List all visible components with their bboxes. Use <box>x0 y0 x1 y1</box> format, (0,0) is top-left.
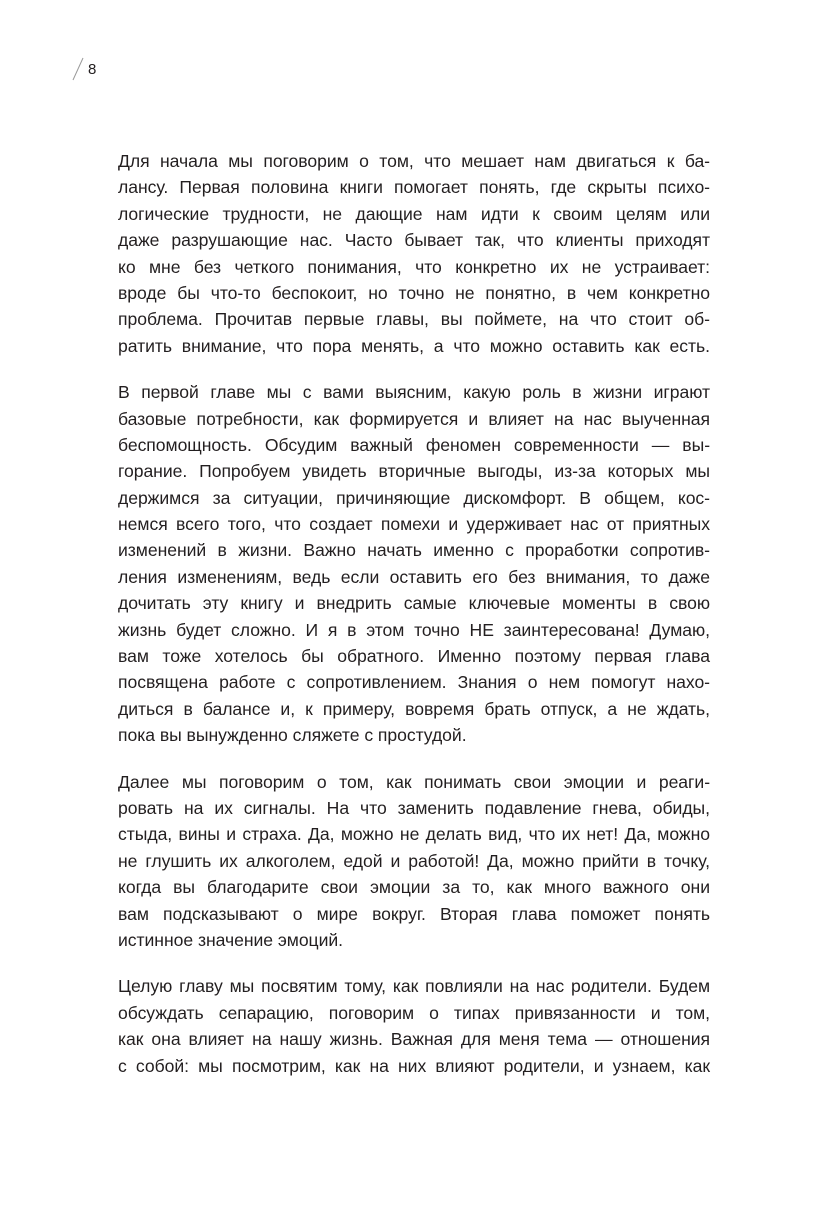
text-line: логические трудности, не дающие нам идти к своим целям или <box>118 203 710 224</box>
text-line: жизнь будет сложно. И я в этом точно НЕ заинтересована! Думаю, <box>118 619 710 640</box>
text-line: лансу. Первая половина книги помогает понять, где скрыты психо- <box>118 177 710 198</box>
text-line: держимся за ситуации, причиняющие дискомфорт. В общем, кос- <box>118 487 710 508</box>
text-line: базовые потребности, как формируется и влияет на нас выученная <box>118 408 710 429</box>
text-line: обсуждать сепарацию, поговорим о типах привязанности и том, <box>118 1002 710 1023</box>
paragraph-4 <box>118 973 710 1079</box>
page-header <box>68 54 96 84</box>
paragraph-2 <box>118 379 710 748</box>
text-line: стыда, вины и страха. Да, можно не делать вид, что их нет! Да, можно <box>118 824 710 845</box>
text-line: вам подсказывают о мире вокруг. Вторая глава поможет понять <box>118 903 710 924</box>
text-line: ления изменениям, ведь если оставить его без внимания, то даже <box>118 566 710 587</box>
text-line: В первой главе мы с вами выясним, какую роль в жизни играют <box>118 382 710 403</box>
text-line: даже разрушающие нас. Часто бывает так, что клиенты приходят <box>118 230 710 251</box>
slash-decoration-icon <box>68 56 88 82</box>
text-line: изменений в жизни. Важно начать именно с проработки сопротив- <box>118 540 710 561</box>
text-line: вроде бы что-то беспокоит, но точно не понятно, в чем конкретно <box>118 282 710 303</box>
text-line: Для начала мы поговорим о том, что мешает нам двигаться к ба- <box>118 151 710 171</box>
text-line: с собой: мы посмотрим, как на них влияют родители, и узнаем, как <box>118 1055 710 1076</box>
text-line: не глушить их алкоголем, едой и работой! Да, можно прийти в точку, <box>118 850 710 871</box>
text-line: дочитать эту книгу и внедрить самые ключевые моменты в свою <box>118 593 710 614</box>
text-line: Целую главу мы посвятим тому, как повлияли на нас родители. Будем <box>118 976 710 997</box>
body-text <box>118 148 710 1099</box>
text-line: Далее мы поговорим о том, как понимать свои эмоции и реаги- <box>118 771 710 792</box>
paragraph-1 <box>118 148 710 359</box>
text-line: вам тоже хотелось бы обратного. Именно поэтому первая глава <box>118 646 710 667</box>
text-line: истинное значение эмоций. <box>118 929 343 950</box>
paragraph-3 <box>118 769 710 954</box>
text-line: как она влияет на нашу жизнь. Важная для меня тема — отношения <box>118 1029 710 1050</box>
text-line: диться в балансе и, к примеру, вовремя брать отпуск, а не ждать, <box>118 698 710 719</box>
text-line: ровать на их сигналы. На что заменить подавление гнева, обиды, <box>118 797 710 818</box>
text-line: пока вы вынужденно сляжете с простудой. <box>118 725 467 746</box>
text-line: посвящена работе с сопротивлением. Знания о нем помогут нахо- <box>118 672 710 693</box>
text-line: когда вы благодарите свои эмоции за то, как много важного они <box>118 877 710 898</box>
text-line: проблема. Прочитав первые главы, вы поймете, на что стоит об- <box>118 309 710 330</box>
text-line: беспомощность. Обсудим важный феномен современности — вы- <box>118 434 710 455</box>
text-line: горание. Попробуем увидеть вторичные выгоды, из-за которых мы <box>118 461 710 482</box>
page-number: 8 <box>88 60 97 78</box>
text-line: немся всего того, что создает помехи и удерживает нас от приятных <box>118 514 710 535</box>
text-line: ко мне без четкого понимания, что конкретно их не устраивает: <box>118 256 710 277</box>
text-line: ратить внимание, что пора менять, а что можно оставить как есть. <box>118 335 710 356</box>
